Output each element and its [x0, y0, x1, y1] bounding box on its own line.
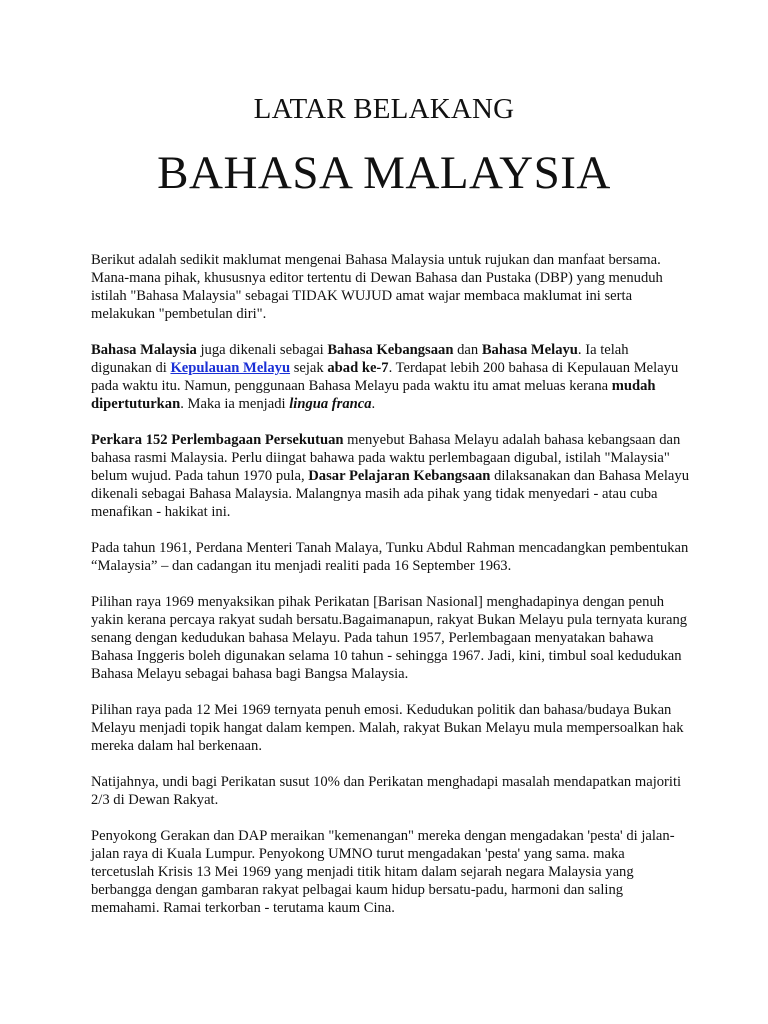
paragraph-12-mei: Pilihan raya pada 12 Mei 1969 ternyata penuh emosi. Kedudukan politik dan bahasa/budaya Bukan Melayu menjadi topik hangat dalam kempen. Malah, rakyat Bukan Melayu mula mempersoalkan hak mereka dalam hal berkenaan.	[91, 702, 684, 754]
text: . Maka ia menjadi	[180, 396, 290, 412]
text: . Ia telah digunakan di	[91, 342, 629, 376]
paragraph-bahasa-malaysia	[91, 341, 691, 413]
paragraph-intro: Berikut adalah sedikit maklumat mengenai Bahasa Malaysia untuk rujukan dan manfaat bersama. Mana-mana pihak, khususnya editor tertentu di Dewan Bahasa dan Pustaka (DBP) yang menuduh istilah "Bahasa Malaysia" sebagai TIDAK WUJUD amat wajar membaca maklumat ini serta melakukan "pembetulan diri".	[91, 252, 663, 322]
paragraph-penyokong: Penyokong Gerakan dan DAP meraikan "kemenangan" mereka dengan mengadakan 'pesta' di jalan-jalan raya di Kuala Lumpur. Penyokong UMNO turut mengadakan 'pesta' yang sama. maka tercetuslah Krisis 13 Mei 1969 yang menjadi titik hitam dalam sejarah negara Malaysia yang berbangga dengan gambaran rakyat pelbagai kaum hidup bersatu-padu, harmoni dan saling memahami. Ramai terkorban - terutama kaum Cina.	[91, 828, 675, 916]
bold-text: Bahasa Malaysia	[91, 342, 197, 358]
title-line-1: LATAR BELAKANG	[253, 93, 515, 125]
paragraph-1961: Pada tahun 1961, Perdana Menteri Tanah Malaya, Tunku Abdul Rahman mencadangkan pembentukan “Malaysia” – dan cadangan itu menjadi realiti pada 16 September 1963.	[91, 540, 689, 574]
text: sejak	[290, 360, 328, 376]
bold-text: abad ke-7	[327, 360, 389, 376]
document-body	[91, 251, 691, 917]
bold-italic-text: lingua franca	[289, 396, 372, 412]
paragraph-natijahnya: Natijahnya, undi bagi Perikatan susut 10% dan Perikatan menghadapi masalah mendapatkan majoriti 2/3 di Dewan Rakyat.	[91, 774, 682, 808]
title-line-2: BAHASA MALAYSIA	[157, 147, 611, 199]
bold-text: Bahasa Kebangsaan	[327, 342, 454, 358]
text: .	[371, 396, 376, 412]
bold-text: Perkara 152 Perlembagaan Persekutuan	[91, 432, 344, 448]
bold-text: mudah dipertuturkan	[91, 378, 656, 412]
kepulauan-melayu-link[interactable]: Kepulauan Melayu	[170, 360, 291, 376]
text: dan	[453, 342, 482, 358]
text: . Terdapat lebih 200 bahasa di Kepulauan Melayu pada waktu itu. Namun, penggunaan Bahasa Melayu pada waktu itu amat meluas kerana	[91, 360, 679, 394]
text: juga dikenali sebagai	[196, 342, 328, 358]
bold-text: Dasar Pelajaran Kebangsaan	[308, 468, 491, 484]
paragraph-perkara-152	[91, 431, 691, 521]
paragraph-pilihan-raya-1969: Pilihan raya 1969 menyaksikan pihak Perikatan [Barisan Nasional] menghadapinya dengan penuh yakin kerana percaya rakyat sudah bersatu.Bagaimanapun, rakyat Bukan Melayu pula ternyata kurang senang dengan kedudukan bahasa Melayu. Pada tahun 1957, Perlembagaan menyatakan bahawa Bahasa Inggeris boleh digunakan selama 10 tahun - sehingga 1967. Jadi, kini, timbul soal kedudukan Bahasa Melayu sebagai bahasa bagi Bangsa Malaysia.	[91, 594, 688, 682]
text: menyebut Bahasa Melayu adalah bahasa kebangsaan dan bahasa rasmi Malaysia. Perlu diingat bahawa pada waktu perlembagaan digubal, istilah "Malaysia" belum wujud. Pada tahun 1970 pula,	[91, 432, 681, 484]
bold-text: Bahasa Melayu	[481, 342, 578, 358]
text: dilaksanakan dan Bahasa Melayu dikenali sebagai Bahasa Malaysia. Malangnya masih ada pihak yang tidak menyedari - atau cuba menafikan - hakikat ini.	[91, 468, 690, 520]
